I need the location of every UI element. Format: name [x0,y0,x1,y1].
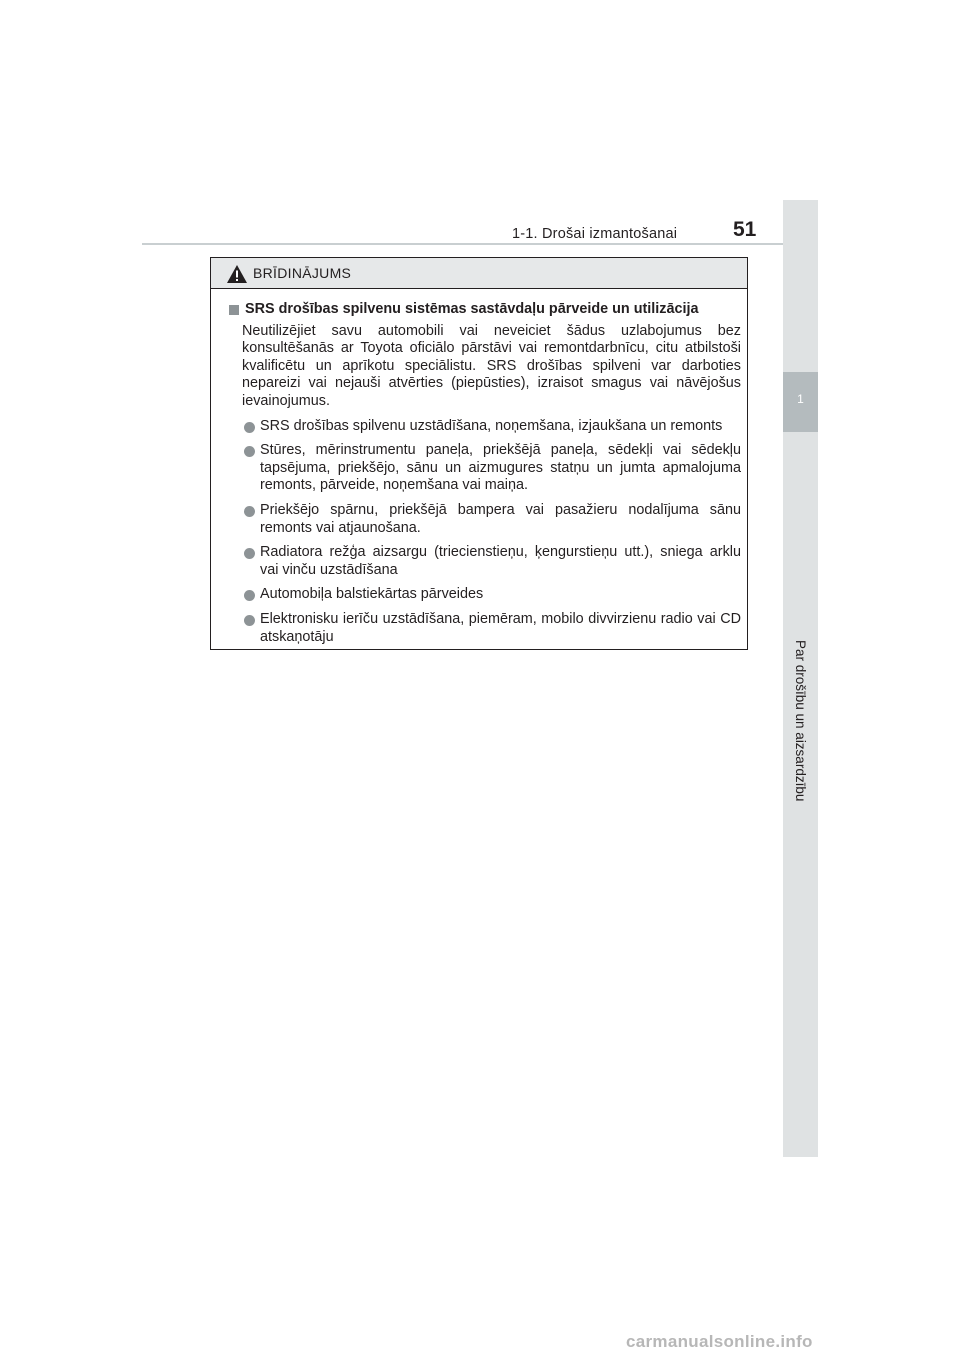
warning-title [229,301,741,319]
list-item-text: Stūres, mērinstrumentu paneļa, priekšējā paneļa, sēdekļi vai sēdekļu tapsējuma, priekšējo, sānu un aizmugures statņu un jumta apmalojuma remonts, pārveide, noņemšana vai maiņa. [260,442,741,494]
list-item-text: Radiatora režģa aizsargu (triecienstieņu, ķengurstieņu utt.), sniega arklu vai vinču uzstādīšana [260,544,741,578]
list-item-text: Elektronisku ierīču uzstādīšana, piemēram, mobilo divvirzienu radio vai CD atskaņotāju [260,610,741,645]
square-bullet-icon [229,305,239,315]
warning-triangle-icon [226,264,248,284]
list-item [229,611,741,646]
watermark: carmanualsonline.info [626,1332,813,1351]
section-title: 1-1. Drošai izmantošanai [512,226,678,242]
warning-intro: Neutilizējiet savu automobili vai neveiciet šādus uzlabojumus bez konsultēšanās ar Toyota oficiālo pārstāvi vai remontdarbnīcu, citu atbilstoši kvalificētu un aprīkotu speciālistu. SRS drošības spilveni var darboties nepareizi vai nejauši atvērties (piepūsties), izraisot smagus vai nāvējošus ievainojumus. [242,322,741,409]
list-item-text: SRS drošības spilvenu uzstādīšana, noņemšana, izjaukšana un remonts [260,417,723,434]
warning-label: BRĪDINĀJUMS [253,265,352,281]
circle-bullet-icon [244,422,255,433]
chapter-side-tab [783,200,818,1157]
header-rule [142,243,818,245]
warning-body [211,289,747,646]
warning-title-text: SRS drošības spilvenu sistēmas sastāvdaļu pārveide un utilizācija [245,301,699,317]
warning-box [210,257,748,650]
warning-header [211,258,747,289]
list-item [229,442,741,495]
list-item [229,502,741,537]
page-number: 51 [733,218,757,241]
list-item-text: Priekšējo spārnu, priekšējā bampera vai pasažieru nodalījuma sānu remonts vai atjaunošana. [260,501,741,536]
list-item [229,544,741,579]
circle-bullet-icon [244,590,255,601]
circle-bullet-icon [244,506,255,517]
list-item-text: Automobiļa balstiekārtas pārveides [260,586,484,603]
chapter-label: Par drošību un aizsardzību [793,640,808,802]
chapter-number: 1 [797,392,804,406]
list-item [229,586,741,604]
circle-bullet-icon [244,446,255,457]
circle-bullet-icon [244,548,255,559]
list-item [229,418,741,436]
circle-bullet-icon [244,615,255,626]
